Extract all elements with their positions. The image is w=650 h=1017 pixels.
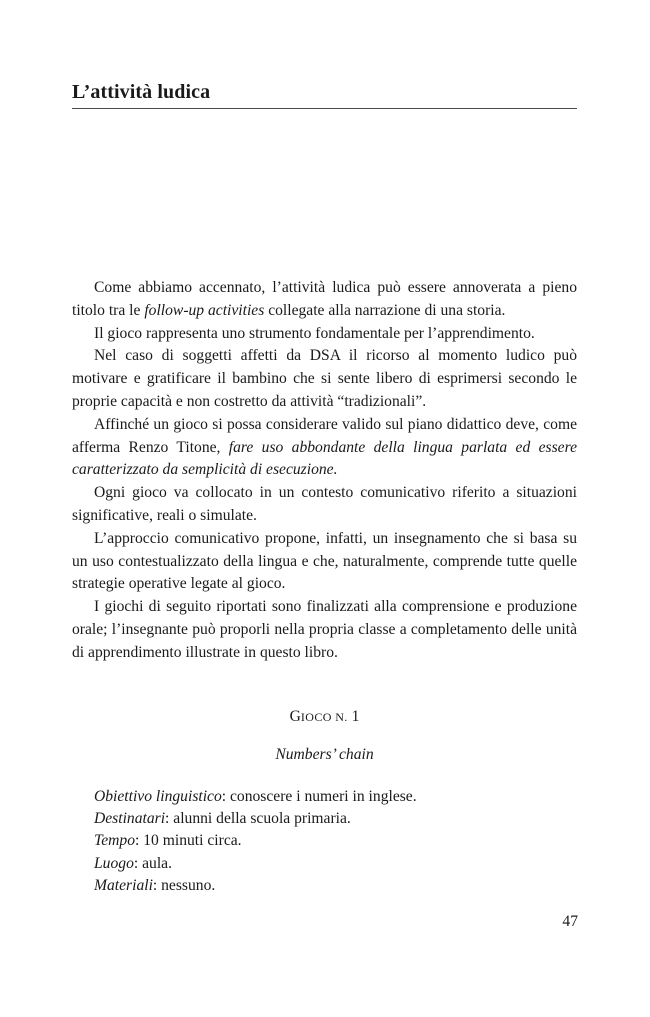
paragraph — [72, 277, 577, 323]
spec-row — [94, 808, 574, 830]
paragraph-italic-text: fare uso abbondante della lingua parlata ed essere caratterizzato da semplicità di esecuzione. — [72, 438, 577, 479]
paragraph-italic-text: follow-up activities — [144, 301, 265, 319]
spec-value: : 10 minuti circa. — [135, 832, 242, 850]
spec-value: : aula. — [133, 854, 172, 872]
spec-row — [94, 853, 574, 875]
spec-row — [94, 875, 574, 897]
chapter-title: L’attività ludica — [72, 81, 211, 103]
spec-label: Materiali — [94, 876, 153, 894]
paragraph — [72, 482, 577, 528]
paragraph-text: Il gioco rappresenta uno strumento fondamentale per l’apprendimento. — [94, 324, 535, 342]
paragraph-text: L’approccio comunicativo propone, infatti, un insegnamento che si basa su un uso contestualizzato della lingua e che, naturalmente, comprende tutte quelle strategie operative legate al gioco. — [72, 529, 577, 593]
paragraph — [72, 528, 577, 596]
paragraph — [72, 414, 577, 482]
paragraph-text: Affinché un gioco si possa considerare valido sul piano didattico deve, come afferma Renzo Titone, — [72, 415, 577, 456]
game-heading-initial: G — [289, 708, 301, 725]
header-rule — [72, 108, 577, 109]
spec-row — [94, 830, 574, 852]
paragraph-text: Nel caso di soggetti affetti da DSA il ricorso al momento ludico può motivare e gratificare il bambino che si sente libero di esprimersi secondo le proprie capacità e non costretto da attività “tradizionali”. — [72, 347, 577, 410]
spec-label: Tempo — [94, 832, 136, 850]
spec-value: : nessuno. — [152, 876, 216, 894]
game-heading — [72, 706, 577, 728]
paragraph — [72, 596, 577, 664]
body-text — [72, 277, 577, 665]
spec-row — [94, 786, 574, 808]
spec-value: : conoscere i numeri in inglese. — [221, 788, 417, 805]
paragraph — [72, 345, 577, 413]
paragraph-text: Come abbiamo accennato, l’attività ludica può essere annoverata a pieno titolo tra le — [72, 279, 577, 319]
spec-label: Destinatari — [94, 810, 166, 828]
spec-value: : alunni della scuola primaria. — [165, 810, 351, 828]
paragraph — [72, 323, 577, 346]
paragraph-text: I giochi di seguito riportati sono finalizzati alla comprensione e produzione orale; l’insegnante può proporli nella propria classe a completamento delle unità di apprendimento illustrate in questo libro. — [72, 598, 577, 661]
game-heading-smallcaps: IOCO N. — [300, 710, 348, 724]
game-title: Numbers’ chain — [275, 746, 374, 763]
spec-label: Obiettivo linguistico — [94, 788, 222, 805]
paragraph-text: collegate alla narrazione di una storia. — [264, 301, 506, 319]
page-number: 47 — [562, 913, 578, 930]
game-heading-number: 1 — [351, 708, 360, 725]
spec-label: Luogo — [94, 854, 134, 872]
paragraph-text: Ogni gioco va collocato in un contesto comunicativo riferito a situazioni significative, reali o simulate. — [72, 484, 577, 524]
game-specs — [94, 786, 574, 897]
